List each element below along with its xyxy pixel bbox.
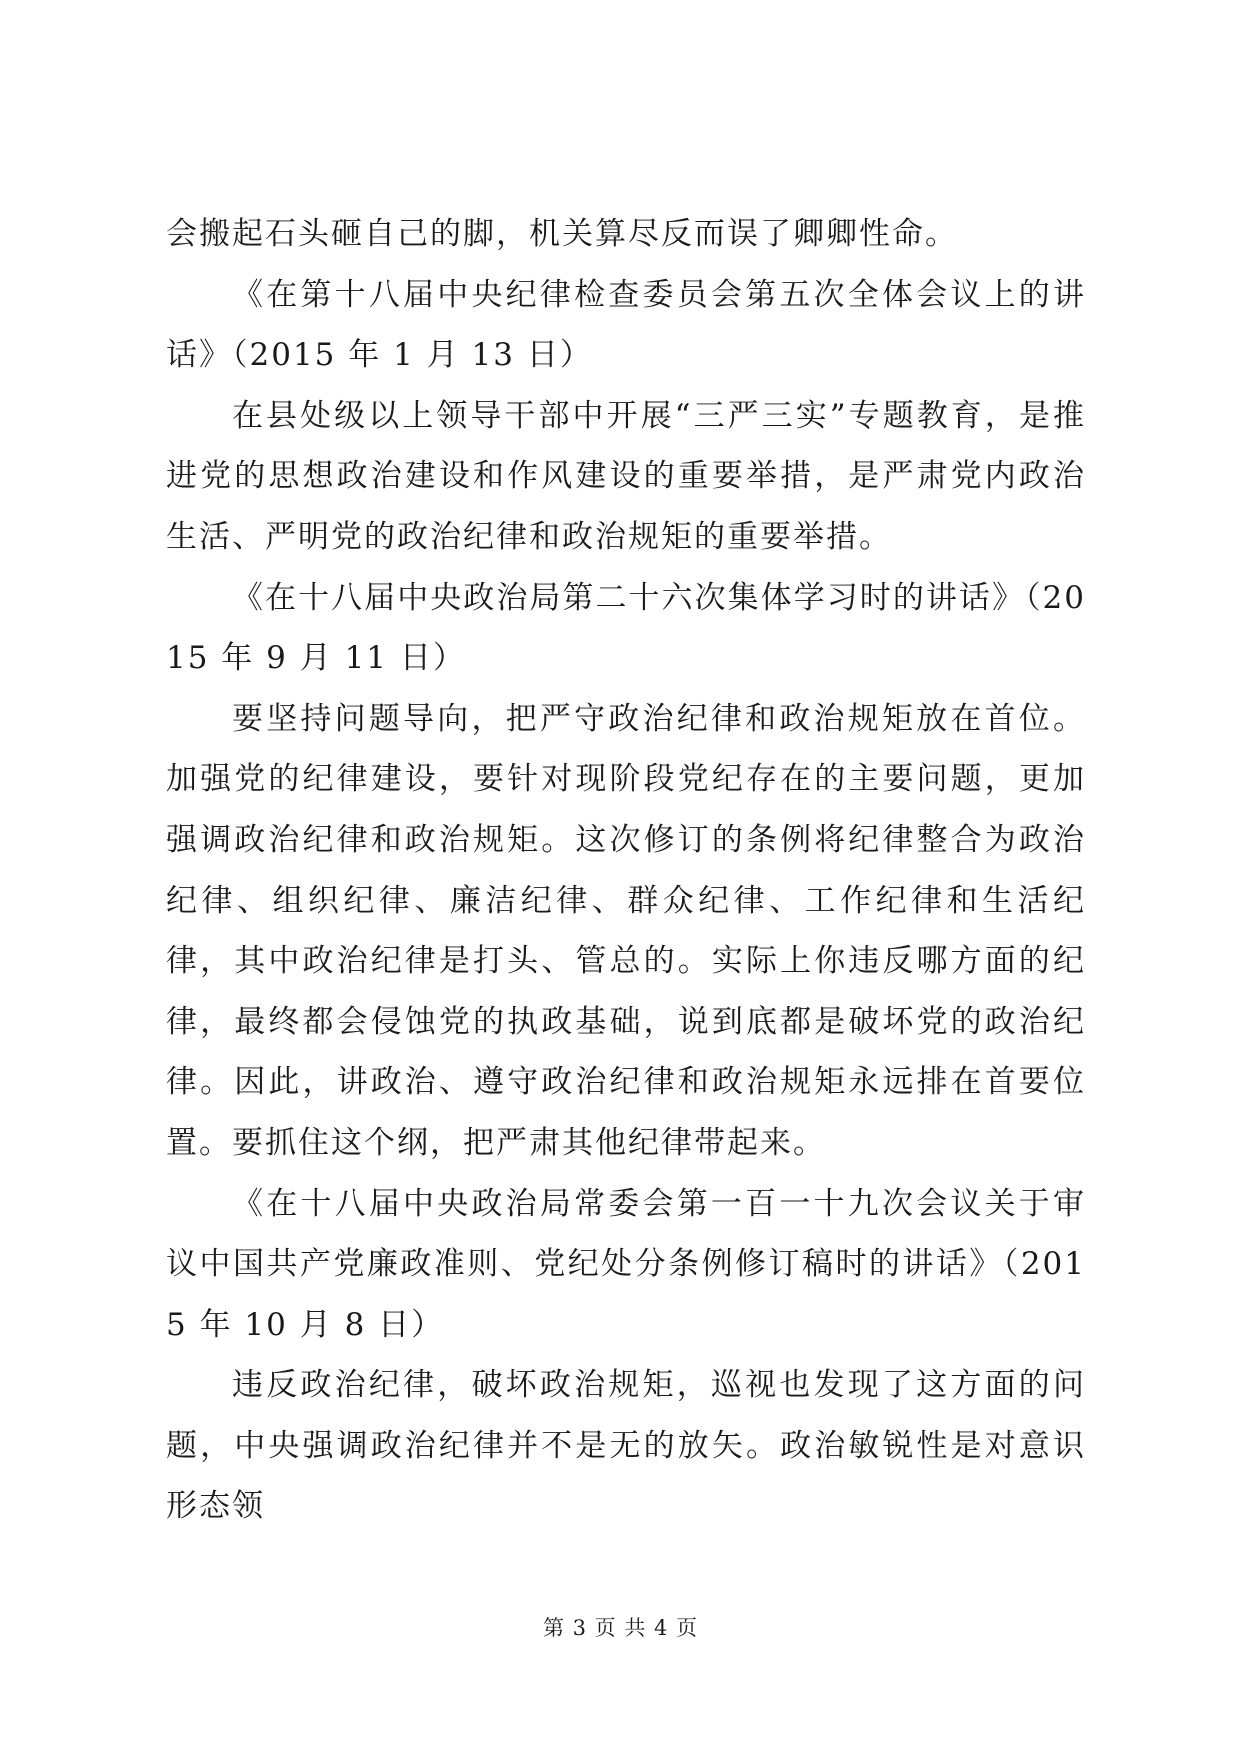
speech-citation: 《在十八届中央政治局常委会第一百一十九次会议关于审议中国共产党廉政准则、党纪处分条例修订稿时的讲话》（2015 年 10 月 8 日） [166, 1185, 1086, 1343]
paragraph-continuation: 会搬起石头砸自己的脚，机关算尽反而误了卿卿性命。 [166, 216, 958, 252]
body-text [166, 204, 1086, 1537]
paragraph: 要坚持问题导向，把严守政治纪律和政治规矩放在首位。加强党的纪律建设，要针对现阶段党纪存在的主要问题，更加强调政治纪律和政治规矩。这次修订的条例将纪律整合为政治纪律、组织纪律、廉洁纪律、群众纪律、工作纪律和生活纪律，其中政治纪律是打头、管总的。实际上你违反哪方面的纪律，最终都会侵蚀党的执政基础，说到底都是破坏党的政治纪律。因此，讲政治、遵守政治纪律和政治规矩永远排在首要位置。要抓住这个纲，把严肃其他纪律带起来。 [166, 700, 1086, 1161]
speech-citation: 《在第十八届中央纪律检查委员会第五次全体会议上的讲话》（2015 年 1 月 13 日） [166, 276, 1086, 374]
speech-citation: 《在十八届中央政治局第二十六次集体学习时的讲话》（2015 年 9 月 11 日） [166, 579, 1086, 677]
paragraph: 在县处级以上领导干部中开展“三严三实”专题教育，是推进党的思想政治建设和作风建设的重要举措，是严肃党内政治生活、严明党的政治纪律和政治规矩的重要举措。 [166, 397, 1086, 555]
page-number-footer: 第 3 页 共 4 页 [542, 1616, 699, 1640]
paragraph: 违反政治纪律，破坏政治规矩，巡视也发现了这方面的问题，中央强调政治纪律并不是无的放矢。政治敏锐性是对意识形态领 [166, 1367, 1086, 1525]
